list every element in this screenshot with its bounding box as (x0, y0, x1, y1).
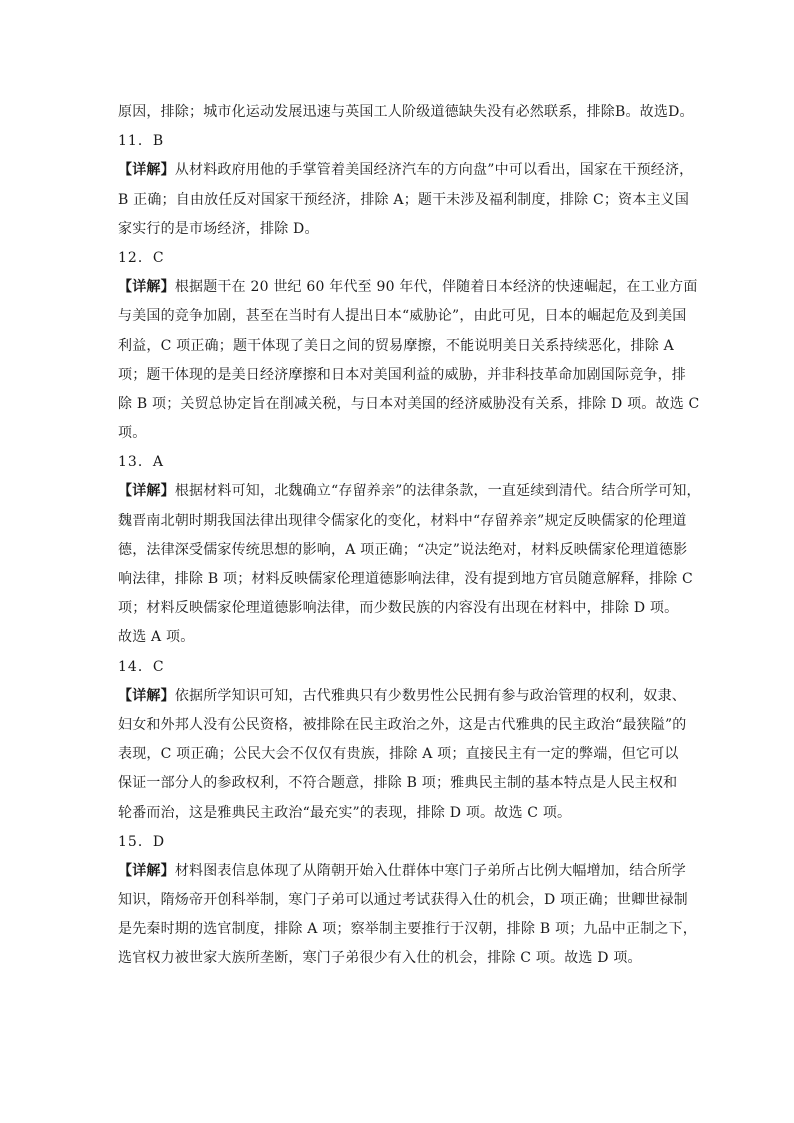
text-line: 与美国的竞争加剧，甚至在当时有人提出日本“威胁论”，由此可见，日本的崛起危及到美国 (118, 308, 687, 325)
explanation-first-line (118, 273, 698, 302)
explanation-first-line (118, 857, 687, 886)
explanation-tag: 【详解】 (118, 279, 175, 296)
text-line: 魏晋南北朝时期我国法律出现律令儒家化的变化，材料中“存留养亲”规定反映儒家的伦理道 (118, 512, 687, 529)
text-line: 选官权力被世家大族所垄断，寒门子弟很少有入仕的机会，排除 C 项。故选 D 项。 (118, 950, 642, 967)
text-line: 故选 A 项。 (118, 629, 195, 646)
explanation-text: 材料图表信息体现了从隋朝开始入仕群体中寒门子弟所占比例大幅增加，结合所学 (174, 862, 687, 879)
text-line: 除 B 项；关贸总协定旨在削减关税，与日本对美国的经济威胁没有关系，排除 D 项。故选 C (118, 395, 700, 412)
question-number: 12．C (118, 249, 165, 266)
text-line: 项；题干体现的是美日经济摩擦和日本对美国利益的威胁，并非科技革命加剧国际竞争，排 (118, 366, 686, 383)
explanation-text: 根据材料可知，北魏确立“存留养亲”的法律条款，一直延续到清代。结合所学可知， (174, 483, 701, 500)
text-line: 妇女和外邦人没有公民资格，被排除在民主政治之外，这是古代雅典的民主政治“最狭隘”的 (118, 716, 687, 733)
explanation-text: 依据所学知识可知，古代雅典只有少数男性公民拥有参与政治管理的权利，奴隶、 (174, 687, 687, 704)
text-line: 是先秦时期的选官制度，排除 A 项；察举制主要推行于汉朝，排除 B 项；九品中正制之下， (118, 921, 697, 938)
explanation-tag: 【详解】 (118, 862, 175, 879)
explanation-tag: 【详解】 (118, 687, 175, 704)
text-line: 利益，C 项正确；题干体现了美日之间的贸易摩擦，不能说明美日关系持续恶化，排除 A (118, 337, 674, 354)
text-line: 德，法律深受儒家传统思想的影响，A 项正确；“决定”说法绝对，材料反映儒家伦理道德影 (118, 541, 688, 558)
explanation-tag: 【详解】 (118, 162, 175, 179)
explanation-text: 从材料政府用他的手掌管着美国经济汽车的方向盘”中可以看出，国家在干预经济， (174, 162, 694, 179)
explanation-text: 根据题干在 20 世纪 60 年代至 90 年代，伴随着日本经济的快速崛起，在工业方面 (174, 279, 698, 296)
explanation-first-line (118, 682, 687, 711)
text-line: 原因，排除；城市化运动发展迅速与英国工人阶级道德缺失没有必然联系，排除B。故选D。 (118, 104, 694, 120)
question-number: 15．D (118, 833, 166, 850)
explanation-first-line (118, 156, 694, 185)
text-line: 轮番而治，这是雅典民主政治“最充实”的表现，排除 D 项。故选 C 项。 (118, 804, 572, 821)
explanation-tag: 【详解】 (118, 483, 175, 500)
question-number: 11．B (118, 133, 165, 150)
explanation-first-line (118, 477, 701, 506)
text-line: 知识，隋炀帝开创科举制，寒门子弟可以通过考试获得入仕的机会，D 项正确；世卿世禄制 (118, 892, 688, 909)
question-number: 13．A (118, 454, 164, 471)
text-line: 项。 (118, 425, 147, 442)
text-line: 响法律，排除 B 项；材料反映儒家伦理道德影响法律，没有提到地方官员随意解释，排除 C (118, 571, 693, 587)
document-page (118, 98, 701, 974)
question-number: 14．C (118, 658, 165, 675)
text-line: 家实行的是市场经济，排除 D。 (118, 220, 319, 237)
text-line: 项；材料反映儒家伦理道德影响法律，而少数民族的内容没有出现在材料中，排除 D 项。 (118, 600, 679, 617)
text-line: 保证一部分人的参政权利，不符合题意，排除 B 项；雅典民主制的基本特点是人民主权和 (118, 775, 678, 792)
text-line: 表现，C 项正确；公民大会不仅仅有贵族，排除 A 项；直接民主有一定的弊端，但它可以 (118, 746, 679, 763)
text-line: B 正确；自由放任反对国家干预经济，排除 A；题干未涉及福利制度，排除 C；资本主义国 (118, 191, 690, 208)
